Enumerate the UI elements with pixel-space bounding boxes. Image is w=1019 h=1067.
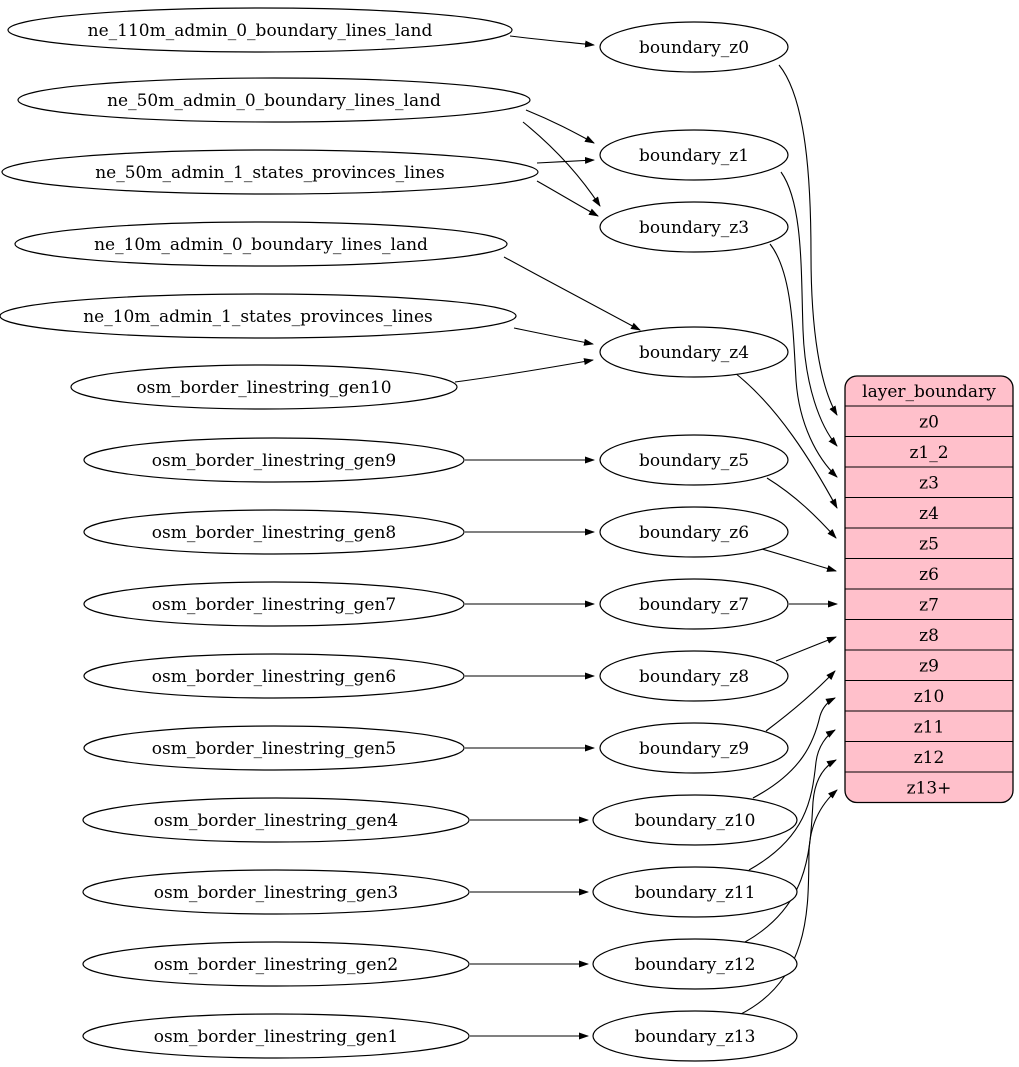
edge-ne_10m_admin_1_states_provinces_lines--boundary_z4 (514, 328, 593, 344)
node-label: osm_border_linestring_gen3 (153, 883, 399, 903)
stage-node-boundary_z1 (600, 130, 788, 180)
node-label: osm_border_linestring_gen8 (151, 523, 397, 543)
node-label: ne_110m_admin_0_boundary_lines_land (87, 21, 433, 41)
table-row-label: z12 (913, 747, 945, 768)
edge-osm_border_linestring_gen10--boundary_z4 (455, 360, 593, 382)
node-label: osm_border_linestring_gen10 (136, 378, 392, 398)
stage-node-boundary_z9 (600, 723, 788, 773)
source-node-osm_border_linestring_gen4 (83, 798, 469, 842)
source-node-ne_10m_admin_0_boundary_lines_land (15, 222, 507, 266)
stage-node-boundary_z7 (600, 579, 788, 629)
node-label: ne_10m_admin_0_boundary_lines_land (94, 235, 428, 255)
stage-node-boundary_z5 (600, 435, 788, 485)
node-label: boundary_z8 (638, 667, 750, 687)
node-label: osm_border_linestring_gen4 (153, 811, 399, 831)
node-label: boundary_z7 (638, 595, 750, 615)
table-row-label: z13+ (906, 778, 952, 799)
stage-node-boundary_z11 (593, 867, 797, 917)
node-label: osm_border_linestring_gen5 (151, 739, 397, 759)
source-node-osm_border_linestring_gen8 (84, 510, 464, 554)
node-label: osm_border_linestring_gen6 (151, 667, 397, 687)
node-label: boundary_z0 (638, 38, 750, 58)
edge-ne_50m_admin_1_states_provinces_lines--boundary_z3 (537, 181, 598, 216)
node-label: boundary_z4 (638, 343, 750, 363)
source-node-ne_50m_admin_1_states_provinces_lines (2, 150, 538, 194)
stage-node-boundary_z10 (593, 795, 797, 845)
node-label: osm_border_linestring_gen2 (153, 955, 399, 975)
table-row-label: z5 (919, 534, 939, 555)
edge-boundary_z8--z8 (776, 637, 836, 661)
table-title: layer_boundary (862, 382, 996, 402)
stage-node-boundary_z13 (593, 1011, 797, 1061)
edge-ne_50m_admin_0_boundary_lines_land--boundary_z1 (526, 110, 594, 143)
node-label: ne_50m_admin_0_boundary_lines_land (107, 91, 441, 111)
node-label: boundary_z3 (638, 218, 750, 238)
stage-node-boundary_z0 (600, 22, 788, 72)
node-label: boundary_z12 (634, 955, 756, 975)
table-row-label: z1_2 (909, 442, 949, 463)
edge-boundary_z6--z6 (762, 549, 836, 571)
table-row-label: z0 (919, 412, 939, 433)
source-node-ne_50m_admin_0_boundary_lines_land (18, 78, 530, 122)
node-label: ne_50m_admin_1_states_provinces_lines (95, 163, 445, 183)
stage-node-boundary_z4 (600, 327, 788, 377)
source-node-osm_border_linestring_gen7 (84, 582, 464, 626)
nodes-layer (0, 8, 1013, 1061)
source-node-osm_border_linestring_gen5 (84, 726, 464, 770)
table-row-label: z11 (913, 717, 945, 738)
stage-node-boundary_z8 (600, 651, 788, 701)
source-node-osm_border_linestring_gen1 (83, 1014, 469, 1058)
node-label: boundary_z10 (634, 811, 756, 831)
source-node-osm_border_linestring_gen3 (83, 870, 469, 914)
table-row-label: z9 (919, 656, 939, 677)
source-node-ne_10m_admin_1_states_provinces_lines (0, 294, 516, 338)
stage-node-boundary_z6 (600, 507, 788, 557)
source-node-osm_border_linestring_gen10 (71, 365, 457, 409)
layer-table (845, 376, 1013, 803)
table-row-label: z7 (919, 595, 939, 616)
edge-ne_110m_admin_0_boundary_lines_land--boundary_z0 (510, 36, 594, 45)
source-node-osm_border_linestring_gen9 (84, 438, 464, 482)
source-node-osm_border_linestring_gen6 (84, 654, 464, 698)
stage-node-boundary_z3 (600, 202, 788, 252)
edge-boundary_z0--z0 (779, 65, 837, 415)
node-label: boundary_z1 (638, 146, 750, 166)
table-row-label: z3 (919, 473, 939, 494)
table-row-label: z8 (919, 625, 939, 646)
node-label: boundary_z13 (634, 1027, 756, 1047)
table-row-label: z4 (919, 503, 939, 524)
node-label: boundary_z11 (634, 883, 756, 903)
node-label: osm_border_linestring_gen7 (151, 595, 397, 615)
edge-ne_10m_admin_0_boundary_lines_land--boundary_z4 (504, 257, 640, 330)
node-label: boundary_z5 (638, 451, 750, 471)
edge-boundary_z1--z1_2 (781, 172, 837, 446)
node-label: boundary_z9 (638, 739, 750, 759)
edge-ne_50m_admin_0_boundary_lines_land--boundary_z3 (523, 122, 600, 206)
source-node-ne_110m_admin_0_boundary_lines_land (8, 8, 512, 52)
stage-node-boundary_z12 (593, 939, 797, 989)
source-node-osm_border_linestring_gen2 (83, 942, 469, 986)
node-label: boundary_z6 (638, 523, 750, 543)
table-row-label: z6 (919, 564, 939, 585)
node-label: osm_border_linestring_gen9 (151, 451, 397, 471)
table-row-label: z10 (913, 686, 945, 707)
node-label: ne_10m_admin_1_states_provinces_lines (83, 307, 433, 327)
edge-boundary_z12--z12 (745, 760, 836, 942)
node-label: osm_border_linestring_gen1 (153, 1027, 399, 1047)
